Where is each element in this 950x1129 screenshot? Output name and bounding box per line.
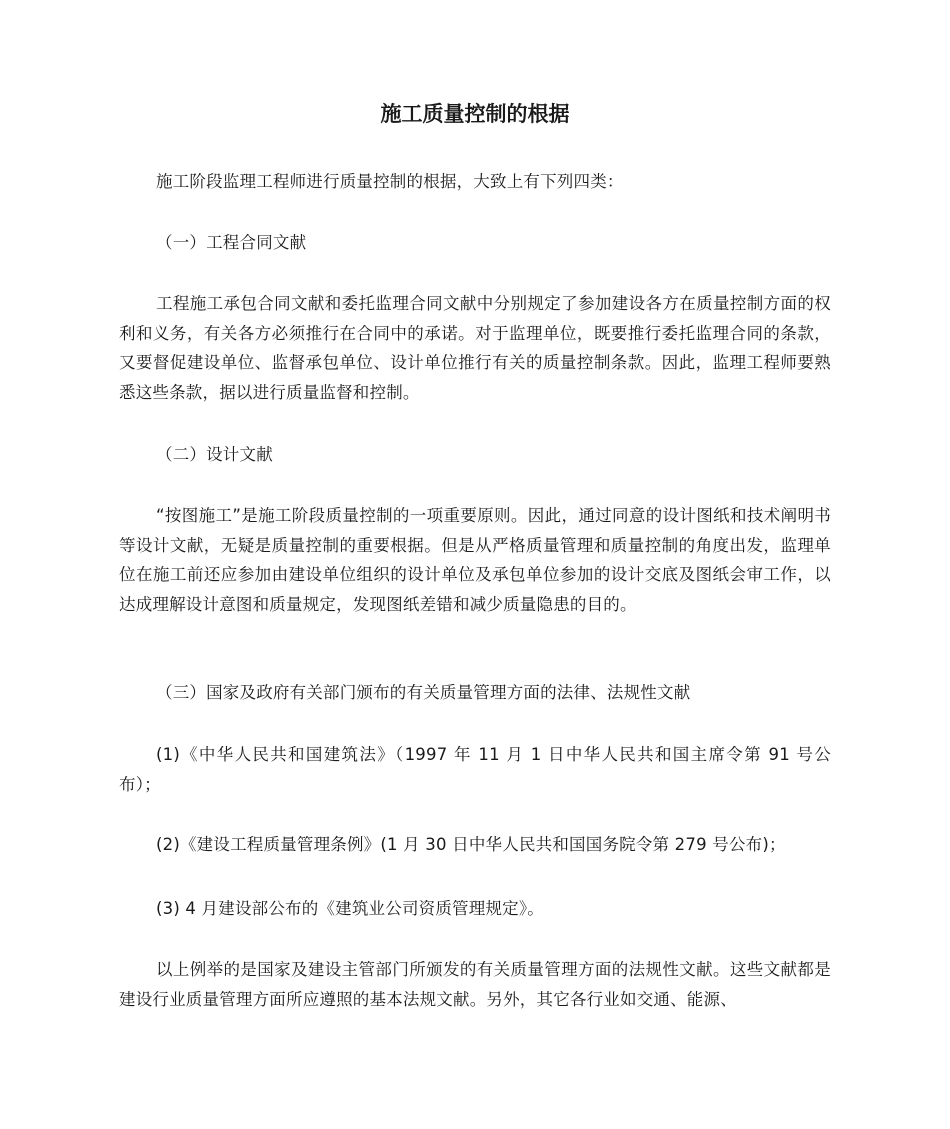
section-heading-contract: （一）工程合同文献: [156, 233, 307, 252]
section-heading-design: （二）设计文献: [156, 445, 273, 464]
section-body-contract: 工程施工承包合同文献和委托监理合同文献中分别规定了参加建设各方在质量控制方面的权利和义务，有关各方必须推行在合同中的承诺。对于监理单位，既要推行委托监理合同的条款，又要督促建设单位、监督承包单位、设计单位推行有关的质量控制条款。因此，监理工程师要熟悉这些条款，据以进行质量监督和控制。: [119, 294, 831, 402]
regulation-item-1: (1)《中华人民共和国建筑法》（1997 年 11 月 1 日中华人民共和国主席令第 91 号公布）；: [119, 745, 831, 794]
regulations-closing-paragraph: 以上例举的是国家及建设主管部门所颁发的有关质量管理方面的法规性文献。这些文献都是建设行业质量管理方面所应遵照的基本法规文献。另外，其它各行业如交通、能源、: [119, 960, 831, 1009]
section-heading-regulations: （三）国家及政府有关部门颁布的有关质量管理方面的法律、法规性文献: [156, 683, 691, 702]
intro-paragraph: 施工阶段监理工程师进行质量控制的根据，大致上有下列四类：: [156, 172, 624, 191]
page-title: 施工质量控制的根据: [380, 102, 570, 126]
section-body-design: “按图施工”是施工阶段质量控制的一项重要原则。因此，通过同意的设计图纸和技术阐明书等设计文献，无疑是质量控制的重要根据。但是从严格质量管理和质量控制的角度出发，监理单位在施工前还应参加由建设单位组织的设计单位及承包单位参加的设计交底及图纸会审工作，以达成理解设计意图和质量规定，发现图纸差错和减少质量隐患的目的。: [119, 506, 831, 614]
regulation-item-2: (2)《建设工程质量管理条例》(1 月 30 日中华人民共和国国务院令第 279 号公布)；: [156, 835, 786, 854]
regulation-item-3: (3) 4 月建设部公布的《建筑业公司资质管理规定》。: [156, 899, 545, 918]
